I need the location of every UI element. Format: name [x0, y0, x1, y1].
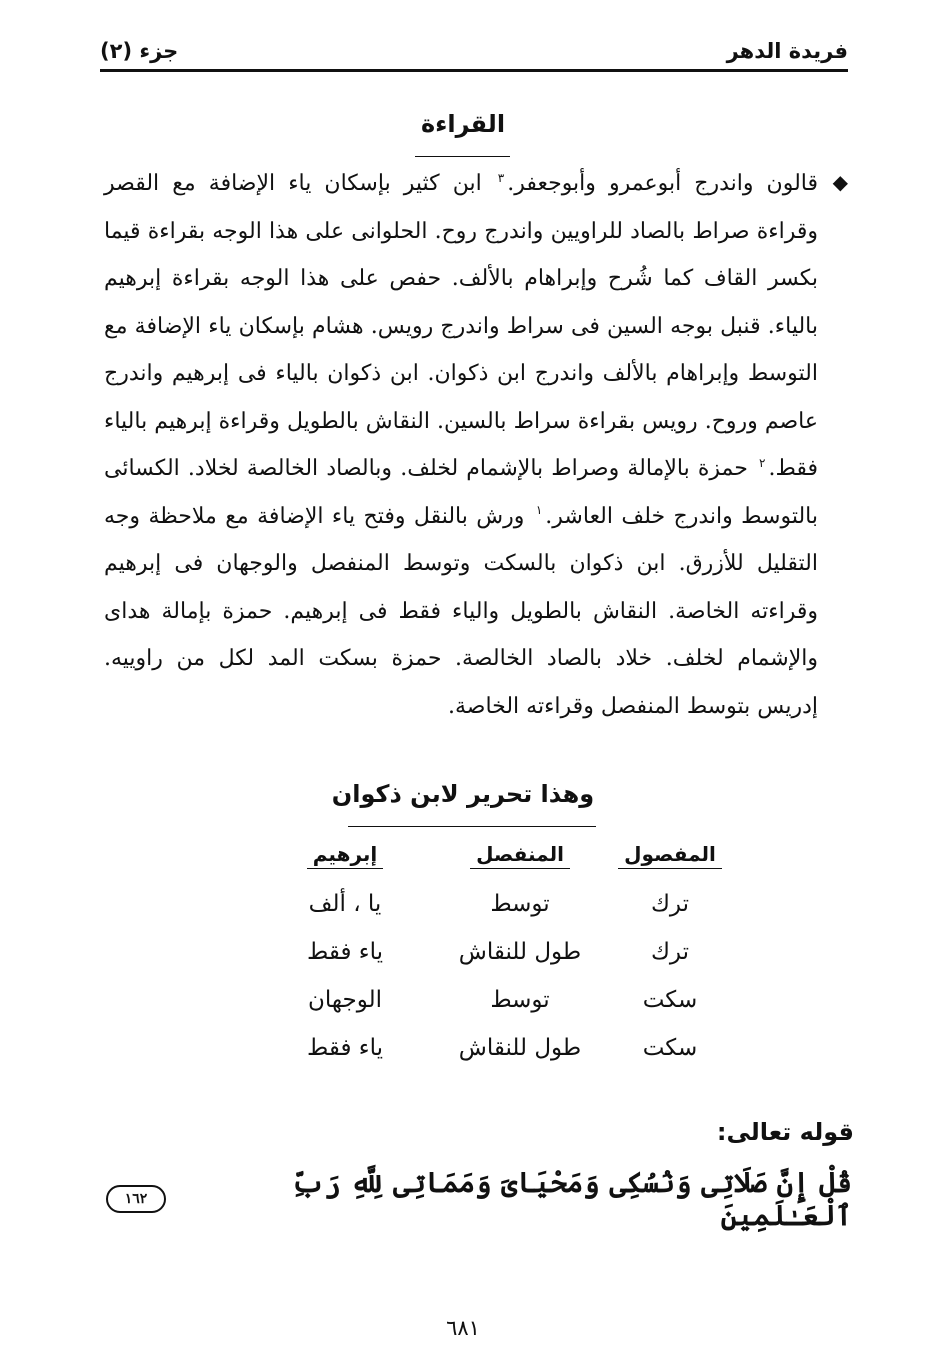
diamond-bullet-icon: ◆	[832, 170, 848, 194]
verse-number-ornament: ١٦٢	[106, 1185, 166, 1213]
paragraph-segment: ورش بالنقل وفتح ياء الإضافة مع ملاحظة وجه التقليل للأزرق. ابن ذكوان بالسكت وتوسط المنفصل والوجهان فى إبرهيم وقراءته الخاصة. النقاش بالطويل والياء فقط فى إبرهيم. حمزة بإمالة هداى والإشمام لخلف. خلاد بالصاد الخالصة. حمزة بسكت المد لكل من راوييه. إدريس بتوسط المنفصل وقراءته الخاصة.	[104, 503, 818, 719]
part-label: جزء (٢)	[100, 39, 179, 63]
table-cell: طول للنقاش	[458, 939, 582, 965]
caption-underline	[348, 826, 596, 827]
title-underline	[415, 156, 510, 157]
column-header: المنفصل	[440, 830, 600, 880]
table-cell: الوجهان	[308, 987, 382, 1013]
table-cell: توسط	[490, 987, 550, 1013]
table-cell: سكت	[642, 1035, 698, 1061]
table-cell: سكت	[642, 987, 698, 1013]
quran-verse	[106, 1166, 852, 1232]
table-cell: ياء فقط	[307, 1035, 383, 1061]
table-row	[280, 880, 740, 928]
column-header: إبرهيم	[280, 830, 410, 880]
table-row	[280, 976, 740, 1024]
table-header-row	[280, 830, 740, 880]
column-header: المفصول	[620, 830, 720, 880]
footnote-marker: ٢	[759, 455, 766, 470]
section-title: القراءة	[420, 110, 506, 138]
paragraph-segment: ابن كثير بإسكان ياء الإضافة مع القصر وقراءة صراط بالصاد للراويين واندرج روح. الحلوانى على هذا الوجه بقراءة قيما بكسر القاف كما شُرح وإبراهام بالألف. حفص على هذا الوجه بقراءة إبرهيم بالياء. قنبل بوجه السين فى سراط واندرج رويس. هشام بإسكان ياء الإضافة مع التوسط وإبراهام بالألف واندرج ابن ذكوان. ابن ذكوان بالياء فى إبرهيم واندرج عاصم وروح. رويس بقراءة سراط بالسين. النقاش بالطويل وقراءة إبرهيم بالياء فقط.	[104, 171, 818, 481]
table-caption: وهذا تحرير لابن ذكوان	[331, 780, 595, 808]
page-header	[100, 26, 848, 72]
table-row	[280, 928, 740, 976]
footnote-marker: ٣	[497, 170, 505, 185]
table-cell: يا ، ألف	[308, 891, 382, 917]
table-cell: طول للنقاش	[458, 1035, 582, 1061]
table-cell: ترك	[650, 939, 690, 965]
main-paragraph	[104, 160, 818, 730]
book-title: فريدة الدهر	[726, 39, 848, 63]
verse-text: قُلْ إِنَّ صَلَاتِى وَنُسُكِى وَمَحْيَاىَ وَمَمَاتِى لِلَّهِ رَبِّ ٱلْعَـٰلَمِينَ	[291, 1166, 852, 1232]
verse-intro: قوله تعالى:	[716, 1118, 854, 1146]
tahrir-table	[280, 830, 740, 1072]
table-cell: توسط	[490, 891, 550, 917]
footnote-marker: ١	[535, 503, 543, 518]
table-cell: ترك	[650, 891, 690, 917]
table-cell: ياء فقط	[307, 939, 383, 965]
page-number: ٦٨١	[446, 1316, 480, 1340]
table-row	[280, 1024, 740, 1072]
paragraph-segment: قالون واندرج أبوعمرو وأبوجعفر.	[507, 171, 818, 196]
paragraph-segment: حمزة بالإمالة وصراط بالإشمام لخلف. وبالصاد الخالصة لخلاد. الكسائى بالتوسط واندرج خلف العاشر.	[104, 456, 819, 529]
